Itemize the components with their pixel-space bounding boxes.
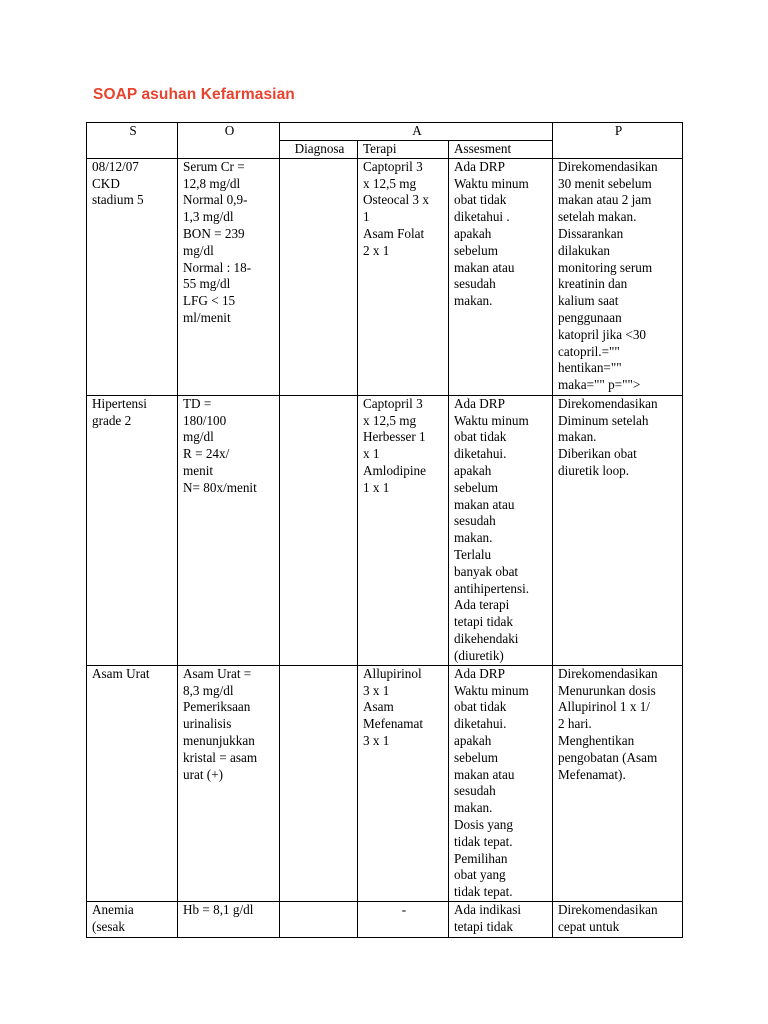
header-s: S: [87, 123, 178, 159]
cell-p: Direkomendasikan cepat untuk: [553, 901, 683, 937]
cell-terapi: Allupirinol 3 x 1 Asam Mefenamat 3 x 1: [358, 665, 449, 901]
subheader-terapi: Terapi: [358, 141, 449, 159]
cell-terapi: Captopril 3 x 12,5 mg Herbesser 1 x 1 Amlodipine 1 x 1: [358, 395, 449, 665]
cell-p: Direkomendasikan Diminum setelah makan. Diberikan obat diuretik loop.: [553, 395, 683, 665]
cell-o: Asam Urat = 8,3 mg/dl Pemeriksaan urinalisis menunjukkan kristal = asam urat (+): [178, 665, 280, 901]
soap-table: [86, 122, 683, 938]
header-o: O: [178, 123, 280, 159]
cell-diagnosa: [280, 665, 358, 901]
table-row: [87, 665, 683, 901]
document-title: SOAP asuhan Kefarmasian: [93, 86, 295, 103]
cell-diagnosa: [280, 901, 358, 937]
header-p: P: [553, 123, 683, 159]
cell-terapi: Captopril 3 x 12,5 mg Osteocal 3 x 1 Asam Folat 2 x 1: [358, 158, 449, 395]
cell-terapi: -: [358, 901, 449, 937]
subheader-assesment: Assesment: [449, 141, 553, 159]
cell-s: Hipertensi grade 2: [87, 395, 178, 665]
header-row: [87, 123, 683, 141]
cell-assesment: Ada DRP Waktu minum obat tidak diketahui . apakah sebelum makan atau sesudah makan.: [449, 158, 553, 395]
cell-diagnosa: [280, 395, 358, 665]
cell-assesment: Ada DRP Waktu minum obat tidak diketahui. apakah sebelum makan atau sesudah makan. Dosis yang tidak tepat. Pemilihan obat yang tidak tepat.: [449, 665, 553, 901]
cell-assesment: Ada DRP Waktu minum obat tidak diketahui. apakah sebelum makan atau sesudah makan. Terlalu banyak obat antihipertensi. Ada terapi tetapi tidak dikehendaki (diuretik): [449, 395, 553, 665]
cell-p: Direkomendasikan 30 menit sebelum makan atau 2 jam setelah makan. Dissarankan dilakukan monitoring serum kreatinin dan kalium saat penggunaan katopril jika <30 catopril.="" hentikan="" maka="" p="">: [553, 158, 683, 395]
cell-diagnosa: [280, 158, 358, 395]
cell-o: TD = 180/100 mg/dl R = 24x/ menit N= 80x/menit: [178, 395, 280, 665]
cell-assesment: Ada indikasi tetapi tidak: [449, 901, 553, 937]
cell-s: Asam Urat: [87, 665, 178, 901]
cell-p: Direkomendasikan Menurunkan dosis Allupirinol 1 x 1/ 2 hari. Menghentikan pengobatan (Asam Mefenamat).: [553, 665, 683, 901]
table-row: [87, 158, 683, 395]
cell-s: 08/12/07 CKD stadium 5: [87, 158, 178, 395]
cell-o: Hb = 8,1 g/dl: [178, 901, 280, 937]
table-row: [87, 395, 683, 665]
header-a: A: [280, 123, 553, 141]
table-row: [87, 901, 683, 937]
subheader-diagnosa: Diagnosa: [280, 141, 358, 159]
cell-s: Anemia (sesak: [87, 901, 178, 937]
cell-o: Serum Cr = 12,8 mg/dl Normal 0,9- 1,3 mg/dl BON = 239 mg/dl Normal : 18- 55 mg/dl LFG < 15 ml/menit: [178, 158, 280, 395]
